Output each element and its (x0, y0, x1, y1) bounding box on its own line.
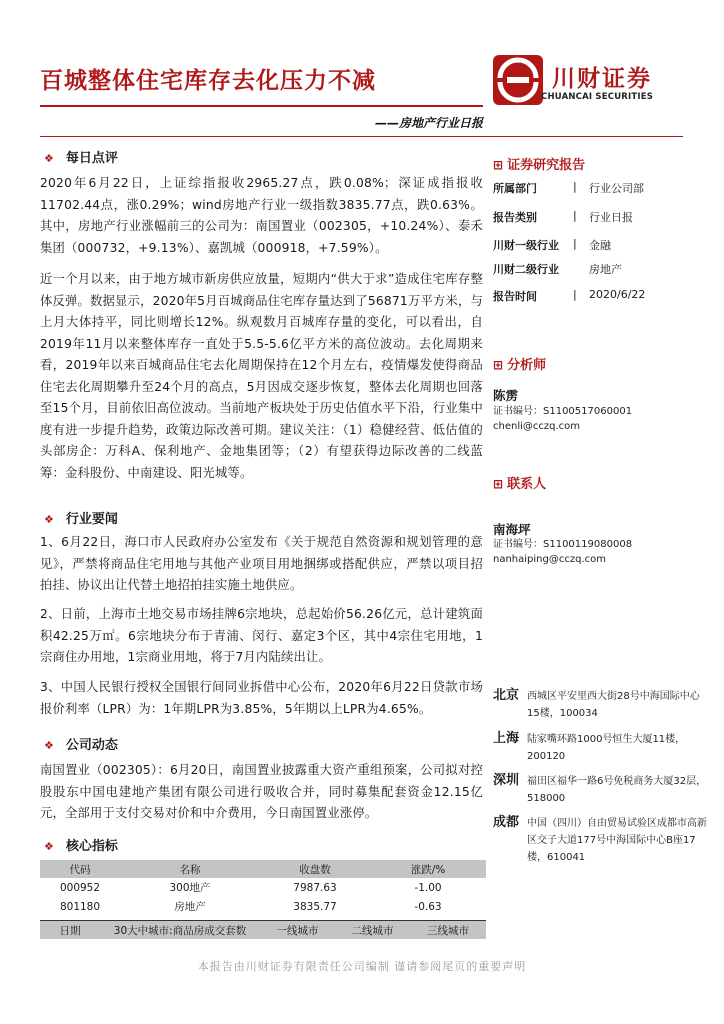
sidebar-contact-heading: ⊞ 联系人 (493, 477, 547, 492)
diamond-icon: ❖ (44, 513, 54, 526)
contact-cert: 证书编号：S1100119080008 (493, 539, 633, 550)
section-company-heading: ❖ 公司动态 (44, 738, 118, 753)
table-row: 801180 房地产 3835.77 -0.63 (59, 900, 442, 913)
company-news-paragraph: 南国置业（002305）：6月20日，南国置业披露重大资产重组预案，公司拟对控股股东中国电建地产集团有限公司进行吸收合并，同时募集配套资金12.15亿元，全部用于支付交易对价和中介费用，今日南国置业涨停。 (40, 763, 483, 820)
info-row-industry-level1: 川财一级行业 | 金融 (493, 237, 611, 252)
indicators-table (40, 860, 486, 916)
brand-name-en: CHUANCAI SECURITIES (541, 92, 654, 102)
office-address-chengdu: 中国（四川）自由贸易试验区成都市高新区交子大道177号中海国际中心B座17楼，610041 (527, 818, 707, 863)
analyst-email[interactable]: chenli@cczq.com (493, 421, 581, 432)
section-news-heading: ❖ 行业要闻 (44, 512, 118, 527)
header-divider (40, 105, 483, 107)
diamond-icon: ❖ (44, 739, 54, 752)
analyst-name: 陈雳 (493, 388, 519, 403)
col-tier1: 一线城市 (260, 921, 335, 940)
office-city-shanghai: 上海 (493, 731, 520, 746)
sidebar-report-heading: ⊞ 证券研究报告 (493, 158, 586, 173)
news-item-1: 1、6月22日，海口市人民政府办公室发布《关于规范自然资源和规划管理的意见》，严禁将商品住宅用地与其他产业项目用地捆绑或搭配供应，严禁以项目招拍挂、协议出让代替土地招拍挂实施土地供应。 (40, 535, 483, 592)
table-header-row (40, 921, 486, 940)
col-name: 名称 (120, 860, 260, 878)
office-city-shenzhen: 深圳 (493, 773, 520, 788)
analyst-cert: 证书编号：S1100517060001 (493, 406, 633, 417)
brand-name-cn: 川财证券 (552, 66, 652, 92)
info-row-report-date: 报告时间 | 2020/6/22 (493, 288, 646, 303)
sidebar-analyst-heading: ⊞ 分析师 (493, 358, 547, 373)
table-header-row (40, 860, 486, 878)
col-transactions: 30大中城市:商品房成交套数 (100, 921, 260, 940)
footer-disclaimer: 本报告由川财证券有限责任公司编制 谨请参阅尾页的重要声明 (197, 960, 527, 973)
contact-name: 南海坪 (493, 522, 531, 537)
info-row-industry-level2: 川财二级行业 房地产 (493, 263, 622, 276)
section-daily-heading: ❖ 每日点评 (44, 151, 118, 166)
report-subtitle: ——房地产行业日报 (375, 116, 484, 130)
header-thin-divider (40, 136, 683, 137)
info-row-department: 所属部门 | 行业公司部 (493, 180, 644, 195)
contact-icon: ⊞ (493, 477, 504, 491)
col-change: 涨跌/% (370, 860, 486, 878)
news-item-2: 2、日前，上海市土地交易市场挂牌6宗地块，总起始价56.26亿元，总计建筑面积42.25万㎡。6宗地块分布于青浦、闵行、嘉定3个区，其中4宗住宅用地，1宗商住办用地，1宗商业用地，将于7月内陆续出让。 (40, 607, 483, 664)
col-tier3: 三线城市 (410, 921, 486, 940)
contact-email[interactable]: nanhaiping@cczq.com (493, 554, 606, 565)
daily-paragraph-2: 近一个月以来，由于地方城市新房供应放量，短期内“供大于求”造成住宅库存整体反弹。数据显示，2020年5月百城商品住宅库存量达到了56871万平方米，与上月大体持平，同比则增长12%。纵观数月百城库存量的变化，可以看出，自2019年11月以来整体库存一直处于5.5-5.6亿平方米的高位波动。去化周期来看，2019年以来百城商品住宅去化周期保持在12个月左右，疫情爆发使得商品住宅去化周期攀升至24个月的高点，5月因成交逐步恢复，整体去化周期也回落至15个月，目前依旧高位波动。当前地产板块处于历史估值水平下沿，行业集中度有进一步提升趋势，政策边际改善可期。建议关注：（1）稳健经营、低估值的头部房企：万科A、保利地产、金地集团等；（2）有望获得边际改善的二线蓝筹：金科股份、中南建设、阳光城等。 (40, 272, 483, 480)
city-transactions-header-table (40, 920, 486, 939)
office-address-shenzhen: 福田区福华一路6号免税商务大厦32层，518000 (527, 776, 707, 804)
diamond-icon: ❖ (44, 152, 54, 165)
office-address-shanghai: 陆家嘴环路1000号恒生大厦11楼，200120 (527, 734, 686, 762)
company-logo (492, 54, 544, 106)
col-code: 代码 (40, 860, 120, 878)
analyst-icon: ⊞ (493, 358, 504, 372)
daily-paragraph-1: 2020年6月22日，上证综指报收2965.27点，跌0.08%；深证成指报收11702.44点，涨0.29%；wind房地产行业一级指数3835.77点，跌0.63%。其中，房地产行业涨幅前三的公司为：南国置业（002305，+10.24%）、泰禾集团（000732，+9.13%）、嘉凯城（000918，+7.59%）。 (40, 176, 483, 255)
col-tier2: 二线城市 (335, 921, 410, 940)
col-date: 日期 (40, 921, 100, 940)
report-title: 百城整体住宅库存去化压力不减 (40, 68, 376, 94)
office-city-chengdu: 成都 (493, 815, 520, 830)
table-row: 000952 300地产 7987.63 -1.00 (59, 881, 442, 894)
office-address-beijing: 西城区平安里西大街28号中海国际中心15楼，100034 (527, 691, 700, 719)
section-indicators-heading: ❖ 核心指标 (44, 839, 118, 854)
news-item-3: 3、中国人民银行授权全国银行间同业拆借中心公布，2020年6月22日贷款市场报价利率（LPR）为：1年期LPR为3.85%，5年期以上LPR为4.65%。 (40, 680, 483, 716)
research-report-icon: ⊞ (493, 158, 504, 172)
col-close: 收盘数 (260, 860, 370, 878)
info-row-report-type: 报告类别 | 行业日报 (493, 209, 633, 224)
office-city-beijing: 北京 (493, 688, 520, 703)
diamond-icon: ❖ (44, 840, 54, 853)
